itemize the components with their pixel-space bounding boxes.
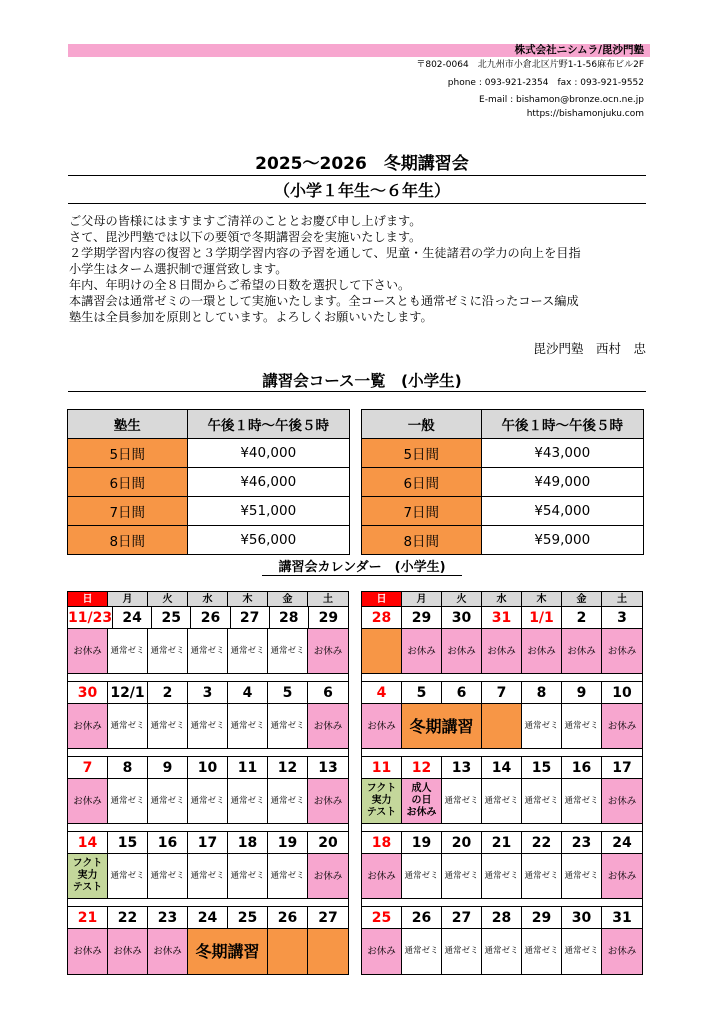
schedule-cell: [268, 929, 308, 974]
calendar-date: 16: [148, 832, 188, 854]
price-days: 7日間: [68, 497, 188, 526]
schedule-cell: 通常ゼミ: [482, 929, 522, 974]
calendar-date: 26: [268, 907, 308, 929]
week-spacer: [68, 899, 348, 907]
calendar-date: 4: [362, 682, 402, 704]
price-days: 5日間: [362, 439, 482, 468]
price-days: 7日間: [362, 497, 482, 526]
calendar-date: 4: [228, 682, 268, 704]
schedule-cell: 通常ゼミ: [562, 704, 602, 749]
schedule-cell: 通常ゼミ: [442, 929, 482, 974]
calendar-date: 25: [228, 907, 268, 929]
price-header-time: 午後１時～午後５時: [187, 410, 350, 439]
calendar-date: 5: [268, 682, 308, 704]
calendar-date: 25: [152, 607, 191, 629]
schedule-cell: 通常ゼミ: [108, 704, 148, 749]
week-spacer: [362, 749, 642, 757]
calendar-date: 18: [362, 832, 402, 854]
calendar-date: 6: [308, 682, 348, 704]
schedule-cell: 通常ゼミ: [562, 854, 602, 899]
email: E-mail : bishamon@bronze.ocn.ne.jp: [479, 95, 644, 105]
schedule-row: [362, 629, 642, 674]
price-table-general: [361, 409, 644, 555]
schedule-cell: お休み: [148, 929, 188, 974]
schedule-cell: 通常ゼミ: [402, 929, 442, 974]
schedule-cell: 成人 の日 お休み: [402, 779, 442, 824]
schedule-cell: 通常ゼミ: [522, 929, 562, 974]
schedule-cell: [482, 704, 522, 749]
calendar-date: 19: [268, 832, 308, 854]
calendar-date: 24: [602, 832, 642, 854]
calendar-date: 30: [562, 907, 602, 929]
schedule-cell: お休み: [308, 779, 348, 824]
calendar-date: 3: [602, 607, 642, 629]
calendar-title: 講習会カレンダー (小学生): [278, 560, 446, 575]
schedule-cell: 冬期講習: [402, 704, 482, 749]
schedule-cell: 通常ゼミ: [522, 779, 562, 824]
date-row: [68, 907, 348, 929]
calendar-date: 29: [522, 907, 562, 929]
schedule-cell: 通常ゼミ: [148, 704, 188, 749]
schedule-cell: お休み: [68, 779, 108, 824]
price-days: 8日間: [362, 526, 482, 555]
calendar-date: 8: [108, 757, 148, 779]
calendar-date: 28: [482, 907, 522, 929]
week-spacer: [68, 749, 348, 757]
calendar-date: 11: [228, 757, 268, 779]
calendar-date: 15: [108, 832, 148, 854]
intro-line: ご父母の皆様にはますますご清祥のこととお慶び申し上げます。: [69, 214, 422, 228]
calendar-date: 23: [562, 832, 602, 854]
date-row: [362, 832, 642, 854]
calendar-date: 28: [270, 607, 309, 629]
price-amount: ¥56,000: [187, 526, 350, 555]
price-days: 6日間: [362, 468, 482, 497]
calendar-date: 21: [68, 907, 108, 929]
week-spacer: [362, 674, 642, 682]
calendar-date: 2: [148, 682, 188, 704]
schedule-cell: 通常ゼミ: [268, 704, 308, 749]
calendar-date: 12/1: [108, 682, 148, 704]
schedule-cell: お休み: [602, 779, 642, 824]
schedule-row: [68, 854, 348, 899]
calendar-date: 9: [148, 757, 188, 779]
calendar-date: 16: [562, 757, 602, 779]
schedule-cell: お休み: [602, 629, 642, 674]
calendar-title-underline: [262, 575, 462, 576]
schedule-cell: お休み: [522, 629, 562, 674]
calendar-date: 13: [308, 757, 348, 779]
calendar-date: 1/1: [522, 607, 562, 629]
price-amount: ¥49,000: [481, 468, 644, 497]
schedule-cell: お休み: [68, 704, 108, 749]
schedule-cell: 冬期講習: [188, 929, 268, 974]
schedule-cell: 通常ゼミ: [188, 854, 228, 899]
calendar-date: 6: [442, 682, 482, 704]
title-underline: [68, 175, 646, 176]
calendar-left: [67, 591, 349, 975]
weekday-label: 日: [362, 592, 402, 607]
intro-line: 年内、年明けの全８日間からご希望の日数を選択して下さい。: [69, 278, 411, 292]
calendar-date: 29: [402, 607, 442, 629]
schedule-cell: 通常ゼミ: [228, 779, 268, 824]
schedule-row: [68, 929, 348, 974]
calendar-date: 11/23: [68, 607, 113, 629]
calendar-date: 28: [362, 607, 402, 629]
calendar-date: 20: [442, 832, 482, 854]
course-section-title: 講習会コース一覧 (小学生): [262, 372, 462, 390]
price-amount: ¥59,000: [481, 526, 644, 555]
calendar-date: 8: [522, 682, 562, 704]
calendar-right: [361, 591, 643, 975]
intro-line: さて、毘沙門塾では以下の要領で冬期講習会を実施いたします。: [69, 230, 422, 244]
website-link[interactable]: https://bishamonjuku.com: [526, 109, 644, 119]
calendar-date: 9: [562, 682, 602, 704]
calendar-date: 19: [402, 832, 442, 854]
weekday-label: 土: [602, 592, 642, 607]
schedule-cell: フクト 実力 テスト: [68, 854, 108, 899]
calendar-date: 15: [522, 757, 562, 779]
week-spacer: [68, 824, 348, 832]
schedule-cell: 通常ゼミ: [402, 854, 442, 899]
calendar-date: 22: [108, 907, 148, 929]
calendar-date: 22: [522, 832, 562, 854]
date-row: [362, 757, 642, 779]
schedule-cell: お休み: [308, 854, 348, 899]
schedule-cell: お休み: [68, 929, 108, 974]
subtitle-underline: [68, 203, 646, 204]
calendar-date: 11: [362, 757, 402, 779]
calendar-date: 31: [602, 907, 642, 929]
schedule-cell: お休み: [562, 629, 602, 674]
page-subtitle: （小学１年生～６年生）: [273, 181, 450, 200]
schedule-cell: お休み: [602, 854, 642, 899]
calendar-week: [68, 607, 348, 674]
calendar-date: 17: [602, 757, 642, 779]
intro-line: ２学期学習内容の復習と３学期学習内容の予習を通して、児童・生徒諸君の学力の向上を目指: [69, 246, 581, 260]
schedule-cell: 通常ゼミ: [108, 629, 148, 674]
weekday-label: 日: [68, 592, 108, 607]
weekday-label: 金: [562, 592, 602, 607]
calendar-date: 13: [442, 757, 482, 779]
schedule-cell: 通常ゼミ: [188, 629, 228, 674]
weekday-label: 木: [522, 592, 562, 607]
price-days: 5日間: [68, 439, 188, 468]
calendar-date: 27: [308, 907, 348, 929]
calendar-date: 30: [68, 682, 108, 704]
calendar-week: [68, 899, 348, 974]
calendar-date: 23: [148, 907, 188, 929]
intro-line: 塾生は全員参加を原則としています。よろしくお願いいたします。: [69, 310, 433, 324]
calendar-date: 17: [188, 832, 228, 854]
price-header-type: 一般: [362, 410, 482, 439]
weekday-label: 火: [148, 592, 188, 607]
calendar-date: 18: [228, 832, 268, 854]
weekday-label: 金: [268, 592, 308, 607]
calendar-week: [362, 899, 642, 974]
price-header-type: 塾生: [68, 410, 188, 439]
schedule-cell: 通常ゼミ: [442, 854, 482, 899]
calendar-week: [362, 674, 642, 749]
schedule-cell: 通常ゼミ: [108, 854, 148, 899]
schedule-cell: お休み: [442, 629, 482, 674]
calendar-date: 27: [442, 907, 482, 929]
calendar-week: [68, 674, 348, 749]
week-spacer: [362, 899, 642, 907]
schedule-cell: 通常ゼミ: [562, 779, 602, 824]
schedule-cell: 通常ゼミ: [268, 854, 308, 899]
date-row: [68, 682, 348, 704]
intro-line: 小学生はターム選択制で運営致します。: [69, 262, 288, 276]
weekday-label: 月: [402, 592, 442, 607]
weekday-label: 水: [482, 592, 522, 607]
weekday-label: 土: [308, 592, 348, 607]
date-row: [68, 757, 348, 779]
schedule-cell: 通常ゼミ: [148, 854, 188, 899]
price-amount: ¥40,000: [187, 439, 350, 468]
price-amount: ¥46,000: [187, 468, 350, 497]
week-spacer: [362, 824, 642, 832]
price-days: 6日間: [68, 468, 188, 497]
calendar-date: 7: [482, 682, 522, 704]
calendar-date: 26: [191, 607, 230, 629]
schedule-cell: お休み: [602, 704, 642, 749]
calendar-date: 12: [268, 757, 308, 779]
schedule-cell: お休み: [68, 629, 108, 674]
schedule-cell: 通常ゼミ: [562, 929, 602, 974]
phone-fax: phone : 093-921-2354 fax : 093-921-9552: [447, 78, 644, 88]
calendar-date: 12: [402, 757, 442, 779]
price-amount: ¥54,000: [481, 497, 644, 526]
calendar-date: 20: [308, 832, 348, 854]
schedule-cell: お休み: [308, 704, 348, 749]
schedule-cell: フクト 実力 テスト: [362, 779, 402, 824]
signature: 毘沙門塾 西村 忠: [533, 341, 646, 356]
schedule-cell: お休み: [362, 929, 402, 974]
weekday-label: 木: [228, 592, 268, 607]
schedule-cell: 通常ゼミ: [522, 704, 562, 749]
week-spacer: [68, 674, 348, 682]
schedule-cell: 通常ゼミ: [188, 779, 228, 824]
date-row: [68, 607, 348, 629]
schedule-cell: お休み: [308, 629, 348, 674]
schedule-row: [68, 779, 348, 824]
page-title: 2025～2026 冬期講習会: [255, 154, 469, 174]
calendar-date: 3: [188, 682, 228, 704]
intro-line: 本講習会は通常ゼミの一環として実施いたします。全コースとも通常ゼミに沿ったコース編成: [69, 294, 579, 308]
schedule-cell: お休み: [362, 704, 402, 749]
schedule-row: [362, 704, 642, 749]
calendar-week: [68, 824, 348, 899]
schedule-cell: 通常ゼミ: [442, 779, 482, 824]
weekday-label: 水: [188, 592, 228, 607]
schedule-cell: お休み: [402, 629, 442, 674]
calendar-week: [68, 749, 348, 824]
schedule-cell: 通常ゼミ: [188, 704, 228, 749]
date-row: [362, 907, 642, 929]
date-row: [362, 607, 642, 629]
calendar-date: 26: [402, 907, 442, 929]
calendar-date: 27: [231, 607, 270, 629]
calendar-week: [362, 749, 642, 824]
calendar-date: 5: [402, 682, 442, 704]
schedule-cell: 通常ゼミ: [482, 779, 522, 824]
weekday-label: 月: [108, 592, 148, 607]
intro-text: [69, 213, 659, 325]
calendar-date: 31: [482, 607, 522, 629]
schedule-cell: 通常ゼミ: [522, 854, 562, 899]
calendar-date: 7: [68, 757, 108, 779]
weekday-header: [362, 592, 642, 607]
schedule-cell: 通常ゼミ: [268, 779, 308, 824]
price-amount: ¥43,000: [481, 439, 644, 468]
schedule-row: [68, 629, 348, 674]
schedule-cell: お休み: [602, 929, 642, 974]
schedule-row: [362, 929, 642, 974]
address: 〒802-0064 北九州市小倉北区片野1-1-56麻布ビル2F: [416, 60, 644, 70]
calendar-date: 2: [562, 607, 602, 629]
calendar-date: 24: [188, 907, 228, 929]
price-table-member: [67, 409, 350, 555]
price-header-time: 午後１時～午後５時: [481, 410, 644, 439]
calendar-date: 29: [309, 607, 348, 629]
schedule-cell: [308, 929, 348, 974]
schedule-cell: 通常ゼミ: [228, 854, 268, 899]
schedule-cell: お休み: [108, 929, 148, 974]
date-row: [68, 832, 348, 854]
price-days: 8日間: [68, 526, 188, 555]
calendar-date: 21: [482, 832, 522, 854]
schedule-cell: 通常ゼミ: [148, 779, 188, 824]
schedule-cell: 通常ゼミ: [268, 629, 308, 674]
schedule-cell: 通常ゼミ: [482, 854, 522, 899]
schedule-cell: [362, 629, 402, 674]
weekday-label: 火: [442, 592, 482, 607]
calendar-date: 14: [68, 832, 108, 854]
calendar-week: [362, 824, 642, 899]
date-row: [362, 682, 642, 704]
calendar-date: 25: [362, 907, 402, 929]
calendar-date: 10: [188, 757, 228, 779]
company-name: 株式会社ニシムラ/毘沙門塾: [514, 44, 644, 56]
schedule-cell: 通常ゼミ: [228, 704, 268, 749]
calendar-week: [362, 607, 642, 674]
schedule-cell: 通常ゼミ: [108, 779, 148, 824]
schedule-row: [68, 704, 348, 749]
schedule-cell: 通常ゼミ: [148, 629, 188, 674]
calendar-date: 10: [602, 682, 642, 704]
calendar-date: 14: [482, 757, 522, 779]
schedule-cell: お休み: [482, 629, 522, 674]
weekday-header: [68, 592, 348, 607]
schedule-cell: お休み: [362, 854, 402, 899]
schedule-cell: 通常ゼミ: [228, 629, 268, 674]
price-amount: ¥51,000: [187, 497, 350, 526]
calendar-date: 30: [442, 607, 482, 629]
section-underline: [68, 391, 646, 392]
schedule-row: [362, 779, 642, 824]
schedule-row: [362, 854, 642, 899]
calendar-date: 24: [113, 607, 152, 629]
